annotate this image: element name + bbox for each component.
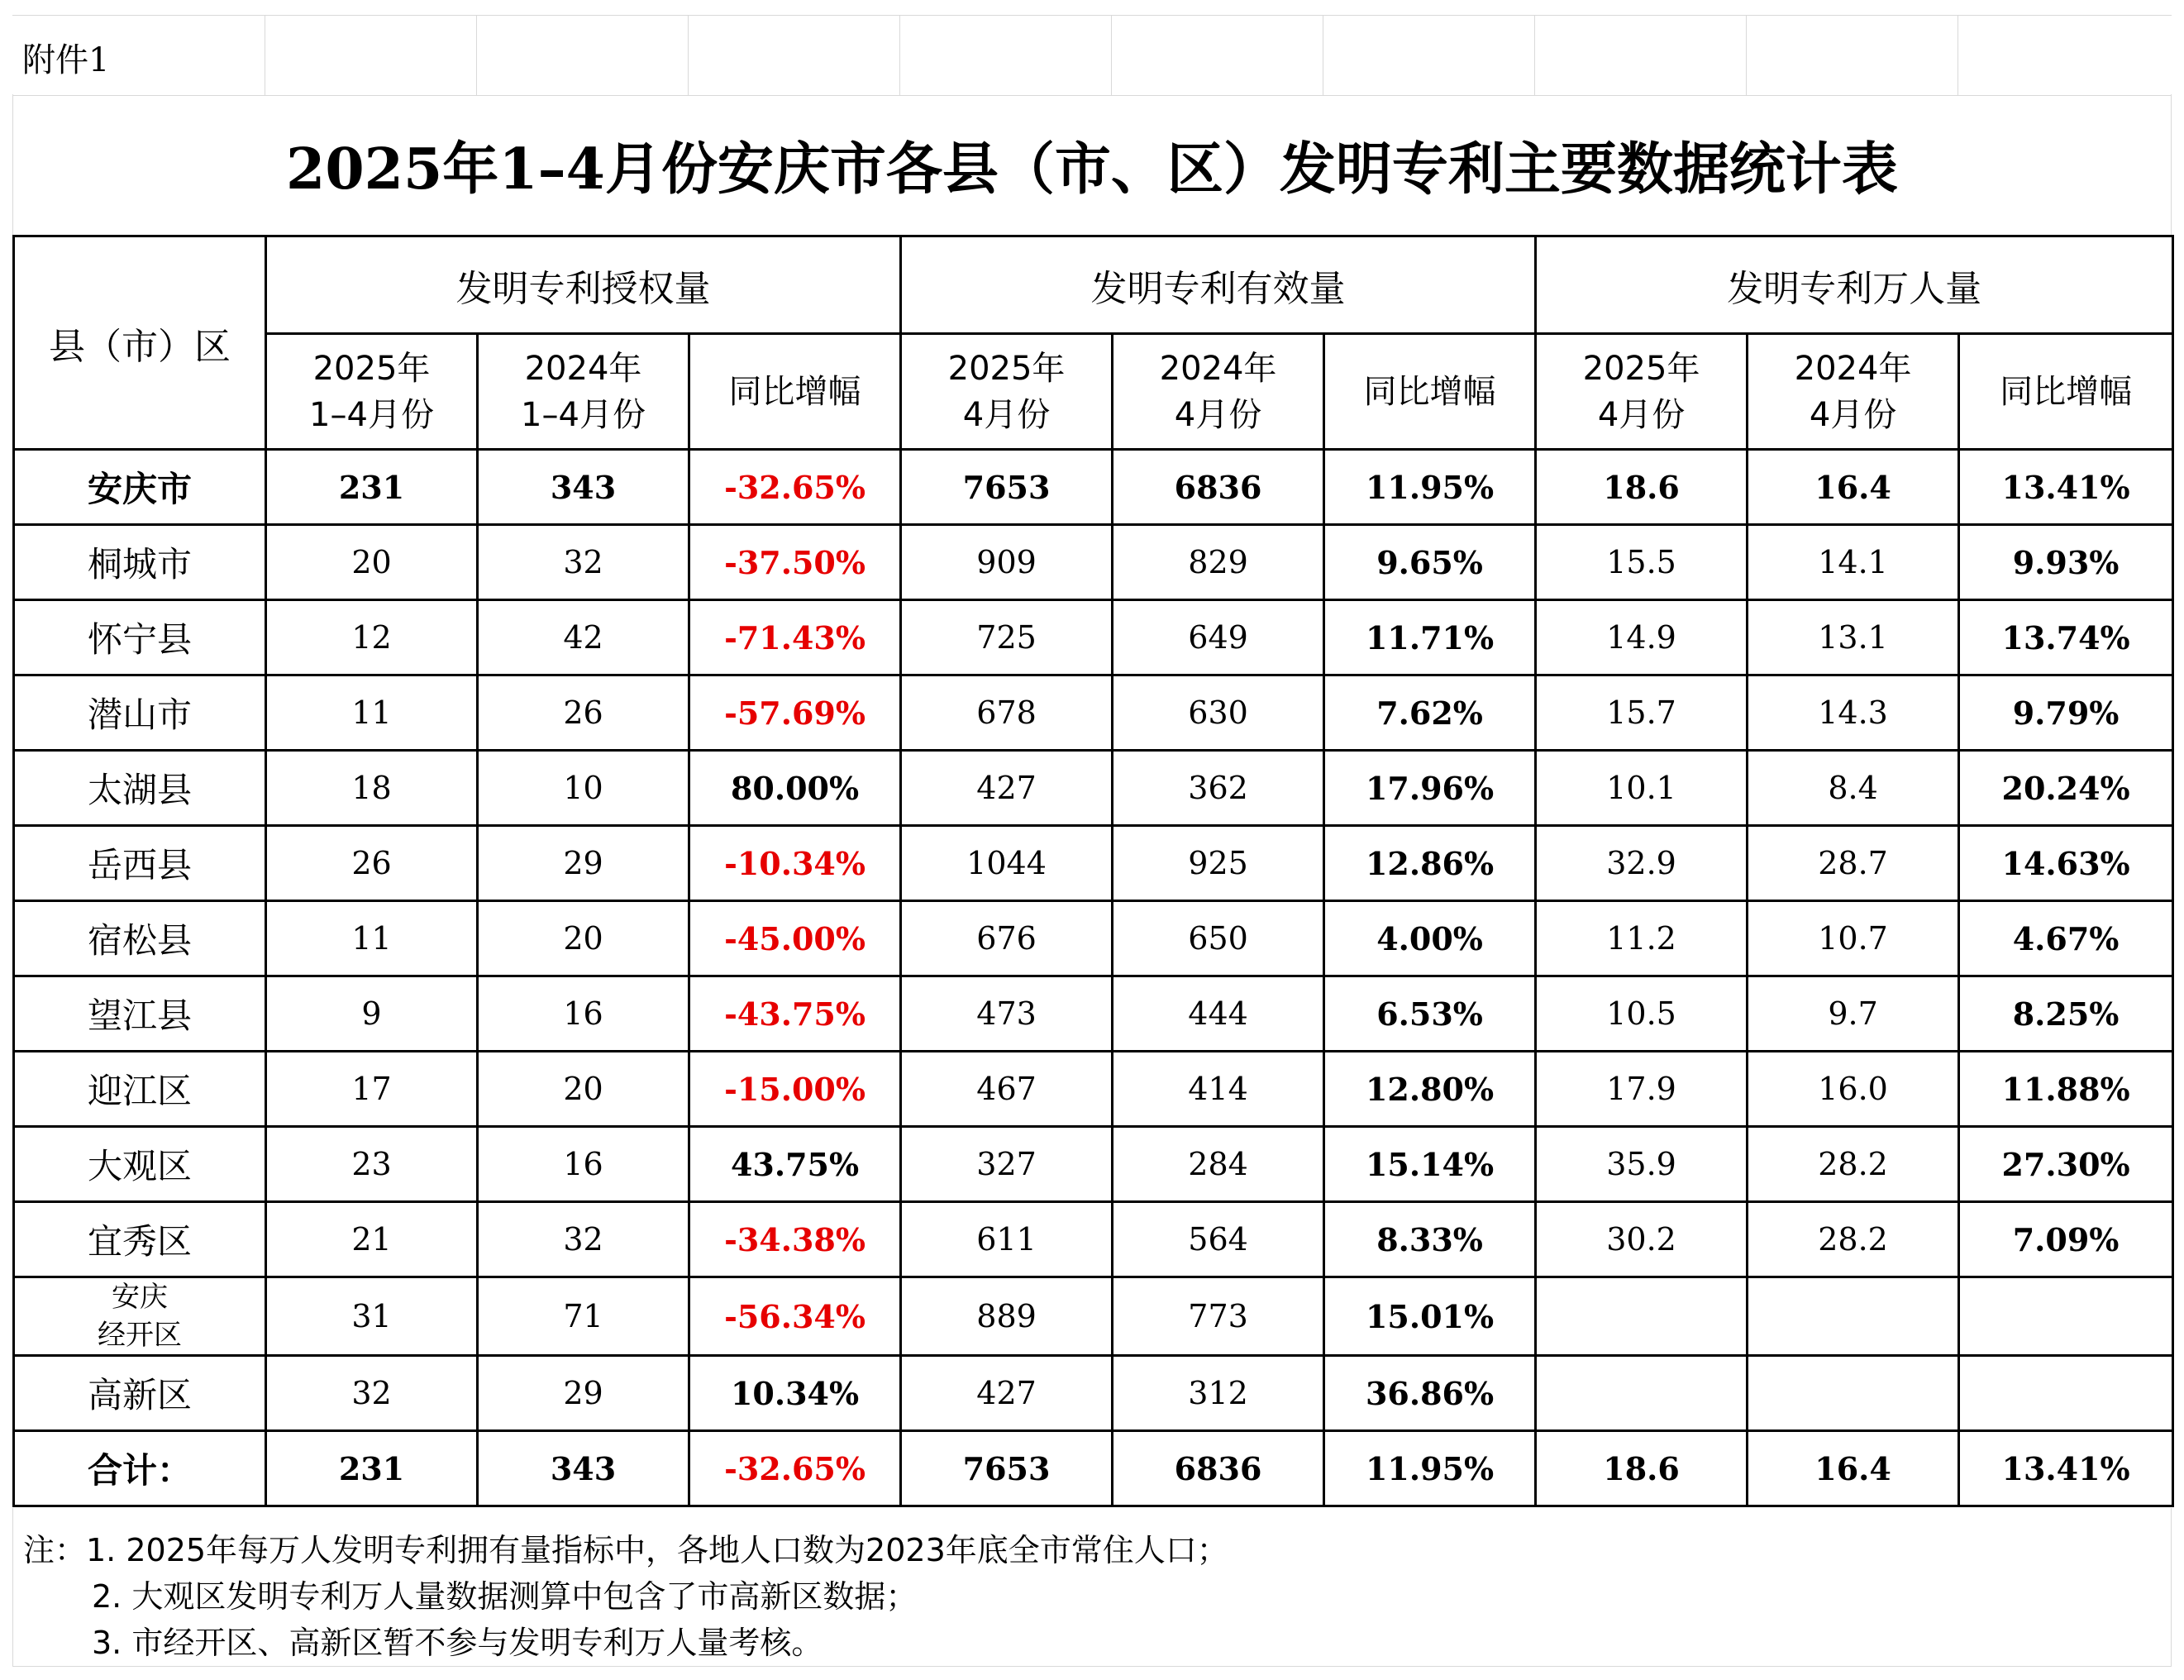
table-row [14,525,2173,600]
table-cell: 473 [901,976,1113,1052]
county-name [14,1277,266,1356]
table-cell: 28.7 [1748,826,1959,901]
table-row [14,675,2173,751]
sub-header-line: 2025年 [312,349,431,388]
table-row [14,976,2173,1052]
note-2: 2. 大观区发明专利万人量数据测算中包含了市高新区数据； [92,1578,918,1615]
sub-header-line: 2025年 [1582,349,1700,388]
table-cell: 30.2 [1536,1202,1748,1277]
table-cell: 343 [478,1431,689,1506]
table-cell: 20.24% [1959,751,2173,826]
table-cell: 9.79% [1959,675,2173,751]
table-cell: -10.34% [689,826,901,901]
spreadsheet [12,15,2172,1667]
table-cell: 32 [266,1356,478,1431]
county-name: 合计： [14,1431,266,1506]
sub-header-line: 4月份 [1174,395,1262,434]
county-name: 宿松县 [14,901,266,976]
group-header-valid: 发明专利有效量 [901,236,1536,334]
table-cell: 7.09% [1959,1202,2173,1277]
table-cell [1536,1277,1748,1356]
table-cell: 4.67% [1959,901,2173,976]
table-cell: 6.53% [1324,976,1536,1052]
table-cell: 427 [901,1356,1113,1431]
table-cell: 16.4 [1748,450,1959,525]
table-cell: 343 [478,450,689,525]
table-row [14,600,2173,675]
table-cell: 10.5 [1536,976,1748,1052]
table-cell: 13.1 [1748,600,1959,675]
county-name: 迎江区 [14,1052,266,1127]
table-cell: 32 [478,1202,689,1277]
table-cell: 32.9 [1536,826,1748,901]
table-cell: 13.41% [1959,450,2173,525]
table-cell: 36.86% [1324,1356,1536,1431]
table-cell: 15.5 [1536,525,1748,600]
sub-header-line: 2024年 [1794,349,1912,388]
table-cell: 8.33% [1324,1202,1536,1277]
table-cell [1748,1356,1959,1431]
sub-header-line: 1–4月份 [521,395,646,434]
county-name-line: 安庆 [112,1281,168,1314]
table-cell: 414 [1113,1052,1324,1127]
sub-header-line: 同比增幅 [2000,372,2133,411]
table-cell: 4.00% [1324,901,1536,976]
county-name: 大观区 [14,1127,266,1202]
county-name: 岳西县 [14,826,266,901]
table-cell: 10.1 [1536,751,1748,826]
county-name: 安庆市 [14,450,266,525]
note-3: 3. 市经开区、高新区暂不参与发明专利万人量考核。 [92,1625,823,1661]
table-cell: -43.75% [689,976,901,1052]
attachment-label: 附件1 [22,41,110,79]
table-cell: 11.95% [1324,1431,1536,1506]
table-cell: 12.80% [1324,1052,1536,1127]
county-name-line: 经开区 [98,1319,182,1352]
table-cell: 650 [1113,901,1324,976]
table-cell: 7.62% [1324,675,1536,751]
table-cell: 26 [478,675,689,751]
table-cell: 16 [478,976,689,1052]
table-cell: 231 [266,450,478,525]
table-cell: 829 [1113,525,1324,600]
sub-header-2 [689,334,901,450]
sub-header-6 [1536,334,1748,450]
table-row [14,450,2173,525]
sub-header-line: 4月份 [1809,395,1897,434]
table-cell: 909 [901,525,1113,600]
table-cell: 9.7 [1748,976,1959,1052]
table-cell: 31 [266,1277,478,1356]
sub-header-4 [1113,334,1324,450]
table-row [14,1127,2173,1202]
sub-header-line: 4月份 [1597,395,1686,434]
table-cell: 16.0 [1748,1052,1959,1127]
table-cell [1959,1356,2173,1431]
table-row [14,1052,2173,1127]
table-row [14,1356,2173,1431]
table-cell: 16 [478,1127,689,1202]
table-cell: 12.86% [1324,826,1536,901]
table-cell: 327 [901,1127,1113,1202]
table-cell: 18 [266,751,478,826]
table-cell: 10 [478,751,689,826]
table-cell: 611 [901,1202,1113,1277]
table-cell: -32.65% [689,450,901,525]
county-name: 潜山市 [14,675,266,751]
sub-header-line: 2025年 [947,349,1066,388]
sub-header-line: 1–4月份 [309,395,434,434]
table-cell: 71 [478,1277,689,1356]
table-cell: 43.75% [689,1127,901,1202]
table-cell: 13.41% [1959,1431,2173,1506]
table-cell: 564 [1113,1202,1324,1277]
county-name: 望江县 [14,976,266,1052]
table-cell: 28.2 [1748,1202,1959,1277]
table-cell: 6836 [1113,450,1324,525]
county-name: 宜秀区 [14,1202,266,1277]
county-name: 太湖县 [14,751,266,826]
table-cell: 14.3 [1748,675,1959,751]
group-header-per-10k: 发明专利万人量 [1536,236,2173,334]
table-cell: -32.65% [689,1431,901,1506]
table-cell: 16.4 [1748,1431,1959,1506]
county-name: 高新区 [14,1356,266,1431]
sub-header-0 [266,334,478,450]
table-cell: 11.88% [1959,1052,2173,1127]
table-cell: 18.6 [1536,1431,1748,1506]
table-cell: 7653 [901,450,1113,525]
table-cell: 29 [478,1356,689,1431]
table-cell: 925 [1113,826,1324,901]
table-cell: 649 [1113,600,1324,675]
sub-header-7 [1748,334,1959,450]
table-cell: -56.34% [689,1277,901,1356]
table-cell: 8.25% [1959,976,2173,1052]
table-cell: 42 [478,600,689,675]
table-cell: 312 [1113,1356,1324,1431]
table-row [14,826,2173,901]
table-cell: 14.9 [1536,600,1748,675]
table-cell: 10.7 [1748,901,1959,976]
table-cell: 13.74% [1959,600,2173,675]
table-cell [1959,1277,2173,1356]
table-cell: 10.34% [689,1356,901,1431]
table-cell: 14.1 [1748,525,1959,600]
county-header: 县（市）区 [14,236,266,450]
table-cell: 630 [1113,675,1324,751]
table-cell: -57.69% [689,675,901,751]
sub-header-8 [1959,334,2173,450]
table-cell: 20 [478,901,689,976]
sub-header-5 [1324,334,1536,450]
table-cell: 28.2 [1748,1127,1959,1202]
table-cell: 362 [1113,751,1324,826]
table-cell: 11 [266,675,478,751]
sub-header-line: 2024年 [524,349,642,388]
table-cell: 676 [901,901,1113,976]
table-cell: 9 [266,976,478,1052]
table-cell: 26 [266,826,478,901]
table-cell [1536,1356,1748,1431]
table-cell: 15.7 [1536,675,1748,751]
table-cell: 20 [266,525,478,600]
table-cell: 725 [901,600,1113,675]
note-1: 注：1. 2025年每万人发明专利拥有量指标中，各地人口数为2023年底全市常住人口； [23,1532,1228,1568]
table-cell: 11.95% [1324,450,1536,525]
sub-header-line: 同比增幅 [1363,372,1496,411]
table-cell: 889 [901,1277,1113,1356]
sub-header-3 [901,334,1113,450]
table-row [14,1277,2173,1356]
table-cell: -45.00% [689,901,901,976]
table-cell: 11.71% [1324,600,1536,675]
county-name: 怀宁县 [14,600,266,675]
table-cell: -71.43% [689,600,901,675]
group-header-grant: 发明专利授权量 [266,236,901,334]
table-cell: 467 [901,1052,1113,1127]
table-cell: 427 [901,751,1113,826]
table-row [14,1202,2173,1277]
table-cell: -34.38% [689,1202,901,1277]
table-cell: 20 [478,1052,689,1127]
table-cell: 23 [266,1127,478,1202]
table-cell: 35.9 [1536,1127,1748,1202]
table-cell: 27.30% [1959,1127,2173,1202]
attachment-row [12,15,2172,96]
table-cell: 17.9 [1536,1052,1748,1127]
sub-header-1 [478,334,689,450]
table-cell: 9.65% [1324,525,1536,600]
table-cell: -37.50% [689,525,901,600]
table-cell: 29 [478,826,689,901]
table-cell: 1044 [901,826,1113,901]
table-row [14,751,2173,826]
notes [12,1508,2172,1667]
table-cell: 32 [478,525,689,600]
table-cell: 773 [1113,1277,1324,1356]
table-cell: 8.4 [1748,751,1959,826]
table-cell: 284 [1113,1127,1324,1202]
table-cell: 18.6 [1536,450,1748,525]
table-cell: -15.00% [689,1052,901,1127]
table-cell: 15.14% [1324,1127,1536,1202]
page-title: 2025年1–4月份安庆市各县（市、区）发明专利主要数据统计表 [12,94,2172,235]
table-cell: 21 [266,1202,478,1277]
table-row [14,1431,2173,1506]
table-cell: 231 [266,1431,478,1506]
table-row [14,901,2173,976]
table-cell: 14.63% [1959,826,2173,901]
county-name: 桐城市 [14,525,266,600]
table-cell: 6836 [1113,1431,1324,1506]
table-cell: 12 [266,600,478,675]
table-cell: 678 [901,675,1113,751]
sub-header-line: 2024年 [1159,349,1277,388]
table-cell: 17.96% [1324,751,1536,826]
table-cell: 80.00% [689,751,901,826]
statistics-table [12,235,2174,1507]
table-cell: 15.01% [1324,1277,1536,1356]
table-cell: 11.2 [1536,901,1748,976]
table-cell: 9.93% [1959,525,2173,600]
table-cell: 444 [1113,976,1324,1052]
sub-header-line: 同比增幅 [728,372,861,411]
table-cell: 11 [266,901,478,976]
sub-header-line: 4月份 [962,395,1051,434]
table-cell: 7653 [901,1431,1113,1506]
table-cell [1748,1277,1959,1356]
table-cell: 17 [266,1052,478,1127]
